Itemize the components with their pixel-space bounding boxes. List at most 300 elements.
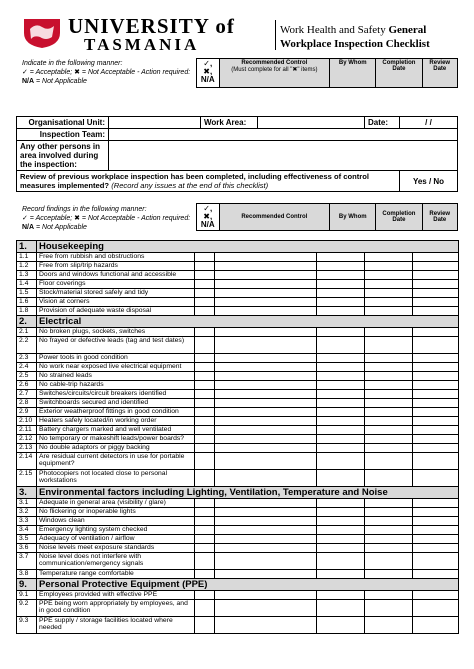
status-cell[interactable] [195, 444, 215, 453]
item-number: 2.15 [17, 470, 37, 487]
inspection-details-table [16, 116, 458, 192]
item-text: Power tools in good condition [37, 354, 195, 363]
previous-review-question: Review of previous workplace inspection has been completed, including effectiveness of control measures implemented? (Record any issues at the end of this checklist) [17, 171, 400, 192]
status-cell[interactable] [195, 526, 215, 535]
item-text: Doors and windows functional and accessible [37, 271, 195, 280]
item-number: 3.6 [17, 544, 37, 553]
completion-date-cell[interactable] [365, 408, 413, 417]
completion-date-cell[interactable] [365, 363, 413, 372]
table-row [17, 399, 459, 408]
recommended-control-cell[interactable] [215, 399, 317, 408]
by-whom-cell[interactable] [317, 337, 365, 354]
completion-date-cell[interactable] [365, 535, 413, 544]
item-number: 3.1 [17, 499, 37, 508]
status-cell[interactable] [195, 253, 215, 262]
completion-date-cell[interactable] [365, 426, 413, 435]
item-number: 9.1 [17, 591, 37, 600]
item-text: Vision at corners [37, 298, 195, 307]
item-text: Emergency lighting system checked [37, 526, 195, 535]
recommended-control-cell[interactable] [215, 453, 317, 470]
item-text: No flickering or inoperable lights [37, 508, 195, 517]
review-date-header: Review Date [422, 204, 457, 231]
status-cell[interactable] [195, 570, 215, 579]
other-persons-label: Any other persons in area involved during the inspection: [17, 141, 109, 171]
review-date-cell[interactable] [413, 381, 459, 390]
completion-date-cell[interactable] [365, 499, 413, 508]
completion-date-cell[interactable] [365, 417, 413, 426]
table-row [17, 553, 459, 570]
review-date-cell[interactable] [413, 408, 459, 417]
completion-date-cell[interactable] [365, 298, 413, 307]
review-date-cell[interactable] [413, 328, 459, 337]
review-date-cell[interactable] [413, 617, 459, 634]
by-whom-cell[interactable] [317, 399, 365, 408]
recommended-control-cell[interactable] [215, 271, 317, 280]
status-cell[interactable] [195, 617, 215, 634]
item-text: No cable-trip hazards [37, 381, 195, 390]
status-cell[interactable] [195, 337, 215, 354]
item-text: Adequacy of ventilation / airflow [37, 535, 195, 544]
yes-no-choice[interactable]: Yes / No [400, 171, 458, 192]
status-cell[interactable] [195, 600, 215, 617]
status-cell[interactable] [195, 363, 215, 372]
completion-date-cell[interactable] [365, 253, 413, 262]
item-text: No temporary or makeshift leads/power boards? [37, 435, 195, 444]
recommended-control-cell[interactable] [215, 390, 317, 399]
by-whom-cell[interactable] [317, 354, 365, 363]
recommended-control-cell[interactable] [215, 544, 317, 553]
by-whom-cell[interactable] [317, 617, 365, 634]
by-whom-cell[interactable] [317, 544, 365, 553]
item-number: 1.3 [17, 271, 37, 280]
completion-date-cell[interactable] [365, 328, 413, 337]
recommended-control-cell[interactable] [215, 600, 317, 617]
item-number: 2.10 [17, 417, 37, 426]
org-unit-label: Organisational Unit: [17, 117, 109, 129]
completion-date-cell[interactable] [365, 289, 413, 298]
by-whom-cell[interactable] [317, 535, 365, 544]
review-date-cell[interactable] [413, 298, 459, 307]
completion-date-cell[interactable] [365, 271, 413, 280]
by-whom-cell[interactable] [317, 570, 365, 579]
item-text: PPE supply / storage facilities located where needed [37, 617, 195, 634]
section-header [17, 241, 459, 253]
completion-date-cell[interactable] [365, 517, 413, 526]
item-number: 1.6 [17, 298, 37, 307]
table-row [17, 570, 459, 579]
item-number: 3.8 [17, 570, 37, 579]
item-number: 1.8 [17, 307, 37, 316]
by-whom-header: By Whom [330, 59, 376, 88]
table-row [17, 600, 459, 617]
review-date-cell[interactable] [413, 508, 459, 517]
completion-date-header: Completion Date [376, 59, 422, 88]
completion-date-cell[interactable] [365, 553, 413, 570]
status-cell[interactable] [195, 470, 215, 487]
recommended-control-cell[interactable] [215, 372, 317, 381]
recommended-control-cell[interactable] [215, 570, 317, 579]
by-whom-cell[interactable] [317, 253, 365, 262]
by-whom-cell[interactable] [317, 499, 365, 508]
item-text: Free from rubbish and obstructions [37, 253, 195, 262]
completion-date-cell[interactable] [365, 381, 413, 390]
item-text: Adequate in general area (visibility / glare) [37, 499, 195, 508]
work-area-field[interactable] [258, 117, 365, 129]
review-date-cell[interactable] [413, 417, 459, 426]
table-row [17, 354, 459, 363]
recommended-control-cell[interactable] [215, 517, 317, 526]
item-number: 2.5 [17, 372, 37, 381]
status-cell[interactable] [195, 544, 215, 553]
section-header [17, 487, 459, 499]
section-title: Environmental factors including Lighting, Ventilation, Temperature and Noise [37, 487, 459, 499]
item-text: Temperature range comfortable [37, 570, 195, 579]
status-cell[interactable] [195, 408, 215, 417]
by-whom-cell[interactable] [317, 526, 365, 535]
table-row [17, 526, 459, 535]
by-whom-cell[interactable] [317, 307, 365, 316]
date-field[interactable]: / / [400, 117, 458, 129]
university-name-tasmania: TASMANIA [84, 35, 200, 54]
recommended-control-cell[interactable] [215, 535, 317, 544]
table-row [17, 535, 459, 544]
inspection-team-field[interactable] [109, 129, 458, 141]
status-cell[interactable] [195, 517, 215, 526]
review-date-cell[interactable] [413, 363, 459, 372]
completion-date-cell[interactable] [365, 262, 413, 271]
review-date-cell[interactable] [413, 444, 459, 453]
recommended-control-cell[interactable] [215, 328, 317, 337]
review-date-cell[interactable] [413, 271, 459, 280]
item-number: 3.7 [17, 553, 37, 570]
table-row [17, 444, 459, 453]
by-whom-cell[interactable] [317, 417, 365, 426]
completion-date-cell[interactable] [365, 399, 413, 408]
recommended-control-cell[interactable] [215, 499, 317, 508]
by-whom-cell[interactable] [317, 591, 365, 600]
completion-date-cell[interactable] [365, 337, 413, 354]
by-whom-cell[interactable] [317, 408, 365, 417]
section-title: Personal Protective Equipment (PPE) [37, 579, 459, 591]
status-cell[interactable] [195, 426, 215, 435]
status-cell[interactable] [195, 399, 215, 408]
item-number: 3.2 [17, 508, 37, 517]
completion-date-cell[interactable] [365, 444, 413, 453]
by-whom-cell[interactable] [317, 298, 365, 307]
by-whom-cell[interactable] [317, 390, 365, 399]
completion-date-cell[interactable] [365, 617, 413, 634]
completion-date-cell[interactable] [365, 526, 413, 535]
review-date-cell[interactable] [413, 600, 459, 617]
legend-key-table-top [196, 58, 458, 88]
item-text: Employees provided with effective PPE [37, 591, 195, 600]
item-text: Exterior weatherproof fittings in good condition [37, 408, 195, 417]
review-date-cell[interactable] [413, 535, 459, 544]
review-date-cell[interactable] [413, 591, 459, 600]
table-row [17, 408, 459, 417]
review-date-cell[interactable] [413, 354, 459, 363]
recommended-control-cell[interactable] [215, 435, 317, 444]
status-cell[interactable] [195, 381, 215, 390]
completion-date-cell[interactable] [365, 470, 413, 487]
table-row [17, 271, 459, 280]
item-text: Free from slip/trip hazards [37, 262, 195, 271]
item-number: 1.4 [17, 280, 37, 289]
by-whom-cell[interactable] [317, 553, 365, 570]
work-area-label: Work Area: [201, 117, 258, 129]
status-cell[interactable] [195, 553, 215, 570]
item-text: No double adaptors or piggy backing [37, 444, 195, 453]
item-number: 2.8 [17, 399, 37, 408]
legend-bottom: Record findings in the following manner: ✓ = Acceptable; ✖ = Not Acceptable - Action required: N/A = Not Applicable [22, 206, 191, 231]
review-date-cell[interactable] [413, 499, 459, 508]
by-whom-cell[interactable] [317, 381, 365, 390]
symbol-key: ✓, ✖, N/A [197, 204, 220, 231]
item-number: 1.1 [17, 253, 37, 262]
item-number: 2.14 [17, 453, 37, 470]
completion-date-cell[interactable] [365, 570, 413, 579]
status-cell[interactable] [195, 390, 215, 399]
completion-date-cell[interactable] [365, 390, 413, 399]
item-text: Battery chargers marked and well ventilated [37, 426, 195, 435]
review-date-cell[interactable] [413, 262, 459, 271]
item-number: 2.7 [17, 390, 37, 399]
recommended-control-cell[interactable] [215, 417, 317, 426]
review-date-cell[interactable] [413, 390, 459, 399]
item-number: 2.6 [17, 381, 37, 390]
table-row [17, 390, 459, 399]
recommended-control-cell[interactable] [215, 289, 317, 298]
recommended-control-cell[interactable] [215, 280, 317, 289]
item-number: 2.13 [17, 444, 37, 453]
section-header [17, 316, 459, 328]
item-number: 3.5 [17, 535, 37, 544]
recommended-control-cell[interactable] [215, 354, 317, 363]
completion-date-cell[interactable] [365, 307, 413, 316]
recommended-control-cell[interactable] [215, 553, 317, 570]
review-date-cell[interactable] [413, 399, 459, 408]
table-row [17, 435, 459, 444]
review-date-cell[interactable] [413, 544, 459, 553]
review-date-cell[interactable] [413, 526, 459, 535]
status-cell[interactable] [195, 535, 215, 544]
item-number: 2.11 [17, 426, 37, 435]
status-cell[interactable] [195, 289, 215, 298]
by-whom-cell[interactable] [317, 600, 365, 617]
table-row [17, 298, 459, 307]
by-whom-cell[interactable] [317, 262, 365, 271]
item-number: 2.12 [17, 435, 37, 444]
table-row [17, 307, 459, 316]
table-row [17, 289, 459, 298]
item-text: Switches/circuits/circuit breakers identified [37, 390, 195, 399]
item-number: 2.1 [17, 328, 37, 337]
status-cell[interactable] [195, 508, 215, 517]
recommended-control-cell[interactable] [215, 591, 317, 600]
checklist-table [16, 240, 459, 634]
table-row [17, 253, 459, 262]
item-number: 3.3 [17, 517, 37, 526]
recommended-control-cell[interactable] [215, 381, 317, 390]
by-whom-cell[interactable] [317, 426, 365, 435]
completion-date-cell[interactable] [365, 508, 413, 517]
completion-date-cell[interactable] [365, 544, 413, 553]
review-date-cell[interactable] [413, 553, 459, 570]
recommended-control-cell[interactable] [215, 526, 317, 535]
item-text: Are residual current detectors in use for portable equipment? [37, 453, 195, 470]
table-row [17, 328, 459, 337]
document-title-line2: Workplace Inspection Checklist [280, 38, 430, 50]
by-whom-cell[interactable] [317, 453, 365, 470]
table-row [17, 372, 459, 381]
review-date-cell[interactable] [413, 372, 459, 381]
recommended-control-cell[interactable] [215, 262, 317, 271]
review-date-cell[interactable] [413, 470, 459, 487]
table-row [17, 544, 459, 553]
section-title: Electrical [37, 316, 459, 328]
recommended-control-cell[interactable] [215, 253, 317, 262]
item-number: 3.4 [17, 526, 37, 535]
status-cell[interactable] [195, 453, 215, 470]
status-cell[interactable] [195, 417, 215, 426]
recommended-control-cell[interactable] [215, 408, 317, 417]
completion-date-cell[interactable] [365, 372, 413, 381]
section-number: 2. [17, 316, 37, 328]
review-date-header: Review Date [422, 59, 457, 88]
recommended-control-cell[interactable] [215, 337, 317, 354]
item-number: 9.3 [17, 617, 37, 634]
item-text: Photocopiers not located close to personal workstations [37, 470, 195, 487]
review-date-cell[interactable] [413, 453, 459, 470]
recommended-control-cell[interactable] [215, 470, 317, 487]
section-number: 1. [17, 241, 37, 253]
by-whom-cell[interactable] [317, 271, 365, 280]
by-whom-cell[interactable] [317, 372, 365, 381]
university-name: UNIVERSITY of [68, 14, 235, 38]
by-whom-cell[interactable] [317, 470, 365, 487]
table-row [17, 426, 459, 435]
item-number: 2.2 [17, 337, 37, 354]
status-cell[interactable] [195, 591, 215, 600]
legend-key-table-bottom [196, 203, 458, 231]
section-number: 9. [17, 579, 37, 591]
table-row [17, 381, 459, 390]
completion-date-cell[interactable] [365, 600, 413, 617]
status-cell[interactable] [195, 298, 215, 307]
item-text: Provision of adequate waste disposal [37, 307, 195, 316]
status-cell[interactable] [195, 372, 215, 381]
item-text: No strained leads [37, 372, 195, 381]
recommended-control-cell[interactable] [215, 508, 317, 517]
status-cell[interactable] [195, 499, 215, 508]
recommended-control-cell[interactable] [215, 617, 317, 634]
completion-date-cell[interactable] [365, 453, 413, 470]
item-text: Windows clean [37, 517, 195, 526]
other-persons-field[interactable] [109, 141, 458, 171]
review-date-cell[interactable] [413, 517, 459, 526]
status-cell[interactable] [195, 354, 215, 363]
status-cell[interactable] [195, 271, 215, 280]
completion-date-cell[interactable] [365, 591, 413, 600]
review-date-cell[interactable] [413, 307, 459, 316]
item-text: No frayed or defective leads (tag and test dates) [37, 337, 195, 354]
by-whom-cell[interactable] [317, 280, 365, 289]
completion-date-cell[interactable] [365, 280, 413, 289]
by-whom-cell[interactable] [317, 444, 365, 453]
university-shield-logo-icon [22, 17, 62, 49]
review-date-cell[interactable] [413, 289, 459, 298]
symbol-key: ✓, ✖, N/A [197, 59, 220, 88]
item-text: PPE being worn appropriately by employees, and in good condition [37, 600, 195, 617]
recommended-control-header: Recommended Control [219, 204, 330, 231]
review-date-cell[interactable] [413, 337, 459, 354]
by-whom-cell[interactable] [317, 517, 365, 526]
section-number: 3. [17, 487, 37, 499]
by-whom-cell[interactable] [317, 289, 365, 298]
table-row [17, 517, 459, 526]
by-whom-cell[interactable] [317, 508, 365, 517]
item-number: 2.9 [17, 408, 37, 417]
by-whom-cell[interactable] [317, 363, 365, 372]
section-title: Housekeeping [37, 241, 459, 253]
document-title-line1: Work Health and Safety General [280, 24, 427, 36]
table-row [17, 417, 459, 426]
completion-date-cell[interactable] [365, 354, 413, 363]
table-row [17, 508, 459, 517]
recommended-control-cell[interactable] [215, 298, 317, 307]
status-cell[interactable] [195, 328, 215, 337]
table-row [17, 617, 459, 634]
item-number: 9.2 [17, 600, 37, 617]
review-date-cell[interactable] [413, 280, 459, 289]
by-whom-cell[interactable] [317, 435, 365, 444]
status-cell[interactable] [195, 262, 215, 271]
table-row [17, 363, 459, 372]
table-row [17, 470, 459, 487]
item-text: Switchboards secured and identified [37, 399, 195, 408]
table-row [17, 591, 459, 600]
recommended-control-cell[interactable] [215, 307, 317, 316]
item-number: 2.3 [17, 354, 37, 363]
item-text: Stock/material stored safely and tidy [37, 289, 195, 298]
review-date-cell[interactable] [413, 253, 459, 262]
recommended-control-cell[interactable] [215, 444, 317, 453]
header-divider [275, 20, 276, 50]
org-unit-field[interactable] [109, 117, 201, 129]
inspection-team-label: Inspection Team: [17, 129, 109, 141]
table-row [17, 499, 459, 508]
recommended-control-cell[interactable] [215, 426, 317, 435]
by-whom-header: By Whom [330, 204, 376, 231]
item-text: Noise level does not interfere with communication/emergency signals [37, 553, 195, 570]
status-cell[interactable] [195, 307, 215, 316]
item-text: No broken plugs, sockets, switches [37, 328, 195, 337]
table-row [17, 280, 459, 289]
by-whom-cell[interactable] [317, 328, 365, 337]
table-row [17, 453, 459, 470]
review-date-cell[interactable] [413, 570, 459, 579]
recommended-control-cell[interactable] [215, 363, 317, 372]
status-cell[interactable] [195, 435, 215, 444]
item-number: 2.4 [17, 363, 37, 372]
section-header [17, 579, 459, 591]
item-text: No work near exposed live electrical equipment [37, 363, 195, 372]
review-date-cell[interactable] [413, 435, 459, 444]
item-text: Noise levels meet exposure standards [37, 544, 195, 553]
status-cell[interactable] [195, 280, 215, 289]
review-date-cell[interactable] [413, 426, 459, 435]
completion-date-cell[interactable] [365, 435, 413, 444]
